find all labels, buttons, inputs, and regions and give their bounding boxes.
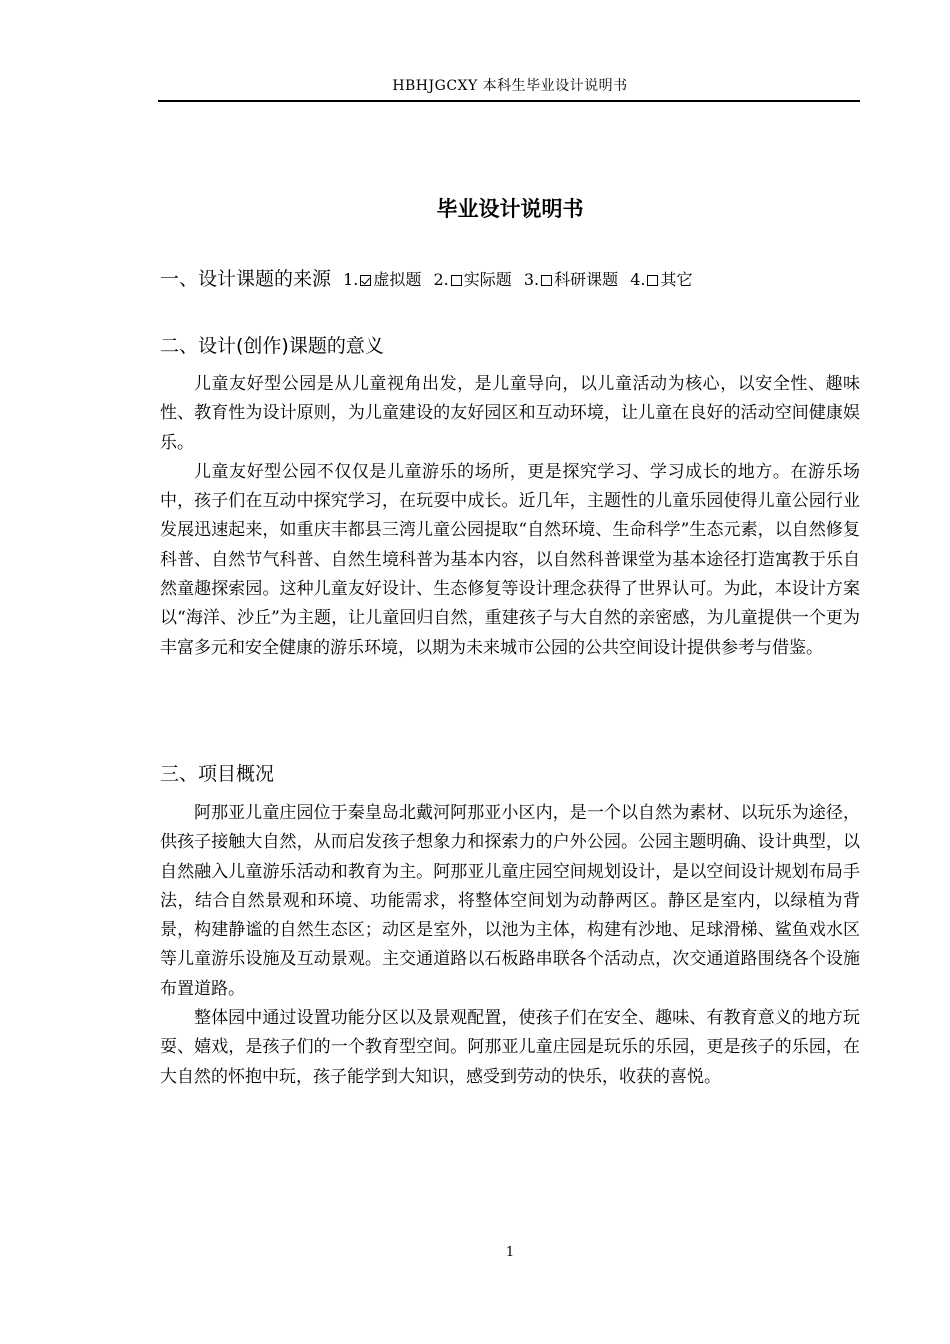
checked-checkbox-icon bbox=[360, 275, 371, 286]
paragraph: 阿那亚儿童庄园位于秦皇岛北戴河阿那亚小区内，是一个以自然为素材、以玩乐为途径，供孩子接触大自然，从而启发孩子想象力和探索力的户外公园。公园主题明确、设计典型，以自然融入儿童游乐活动和教育为主。阿那亚儿童庄园空间规划设计，是以空间设计规划布局手法，结合自然景观和环境、功能需求，将整体空间划为动静两区。静区是室内，以绿植为背景，构建静谧的自然生态区；动区是室外，以池为主体，构建有沙地、足球滑梯、鲨鱼戏水区等儿童游乐设施及互动景观。主交通道路以石板路串联各个活动点，次交通道路围绕各个设施布置道路。 bbox=[160, 803, 860, 999]
section-1-source bbox=[160, 265, 860, 294]
section-2-body bbox=[160, 370, 860, 663]
source-option-4: 4. 其它 bbox=[630, 270, 693, 289]
section-2-heading: 二、设计(创作)课题的意义 bbox=[160, 335, 384, 357]
paragraph: 儿童友好型公园是从儿童视角出发，是儿童导向，以儿童活动为核心，以安全性、趣味性、教育性为设计原则，为儿童建设的友好园区和互动环境，让儿童在良好的活动空间健康娱乐。 bbox=[160, 374, 860, 453]
section-3-heading: 三、项目概况 bbox=[160, 763, 275, 785]
checkbox-icon bbox=[541, 275, 552, 286]
source-option-1: 1. 虚拟题 bbox=[343, 270, 422, 289]
source-options bbox=[343, 270, 699, 289]
source-option-2: 2. 实际题 bbox=[433, 270, 512, 289]
section-1-heading: 一、设计课题的来源 bbox=[160, 268, 332, 290]
section-3-body bbox=[160, 799, 860, 1092]
source-option-3: 3. 科研课题 bbox=[523, 270, 619, 289]
document-title: 毕业设计说明书 bbox=[436, 197, 584, 221]
checkbox-icon bbox=[451, 275, 462, 286]
paragraph: 儿童友好型公园不仅仅是儿童游乐的场所，更是探究学习、学习成长的地方。在游乐场中，孩子们在互动中探究学习，在玩耍中成长。近几年，主题性的儿童乐园使得儿童公园行业发展迅速起来，如重庆丰都县三湾儿童公园提取“自然环境、生命科学”生态元素，以自然修复科普、自然节气科普、自然生境科普为基本内容，以自然科普课堂为基本途径打造寓教于乐自然童趣探索园。这种儿童友好设计、生态修复等设计理念获得了世界认可。为此，本设计方案以“海洋、沙丘”为主题，让儿童回归自然，重建孩子与大自然的亲密感，为儿童提供一个更为丰富多元和安全健康的游乐环境，以期为未来城市公园的公共空间设计提供参考与借鉴。 bbox=[160, 461, 860, 658]
header-rule bbox=[158, 100, 860, 102]
paragraph: 整体园中通过设置功能分区以及景观配置，使孩子们在安全、趣味、有教育意义的地方玩耍、嬉戏，是孩子们的一个教育型空间。阿那亚儿童庄园是玩乐的乐园，更是孩子的乐园，在大自然的怀抱中玩，孩子能学到大知识，感受到劳动的快乐，收获的喜悦。 bbox=[160, 1008, 860, 1087]
checkbox-icon bbox=[647, 275, 658, 286]
page-number: 1 bbox=[505, 1245, 515, 1260]
running-header: HBHJGCXY 本科生毕业设计说明书 bbox=[392, 78, 628, 94]
